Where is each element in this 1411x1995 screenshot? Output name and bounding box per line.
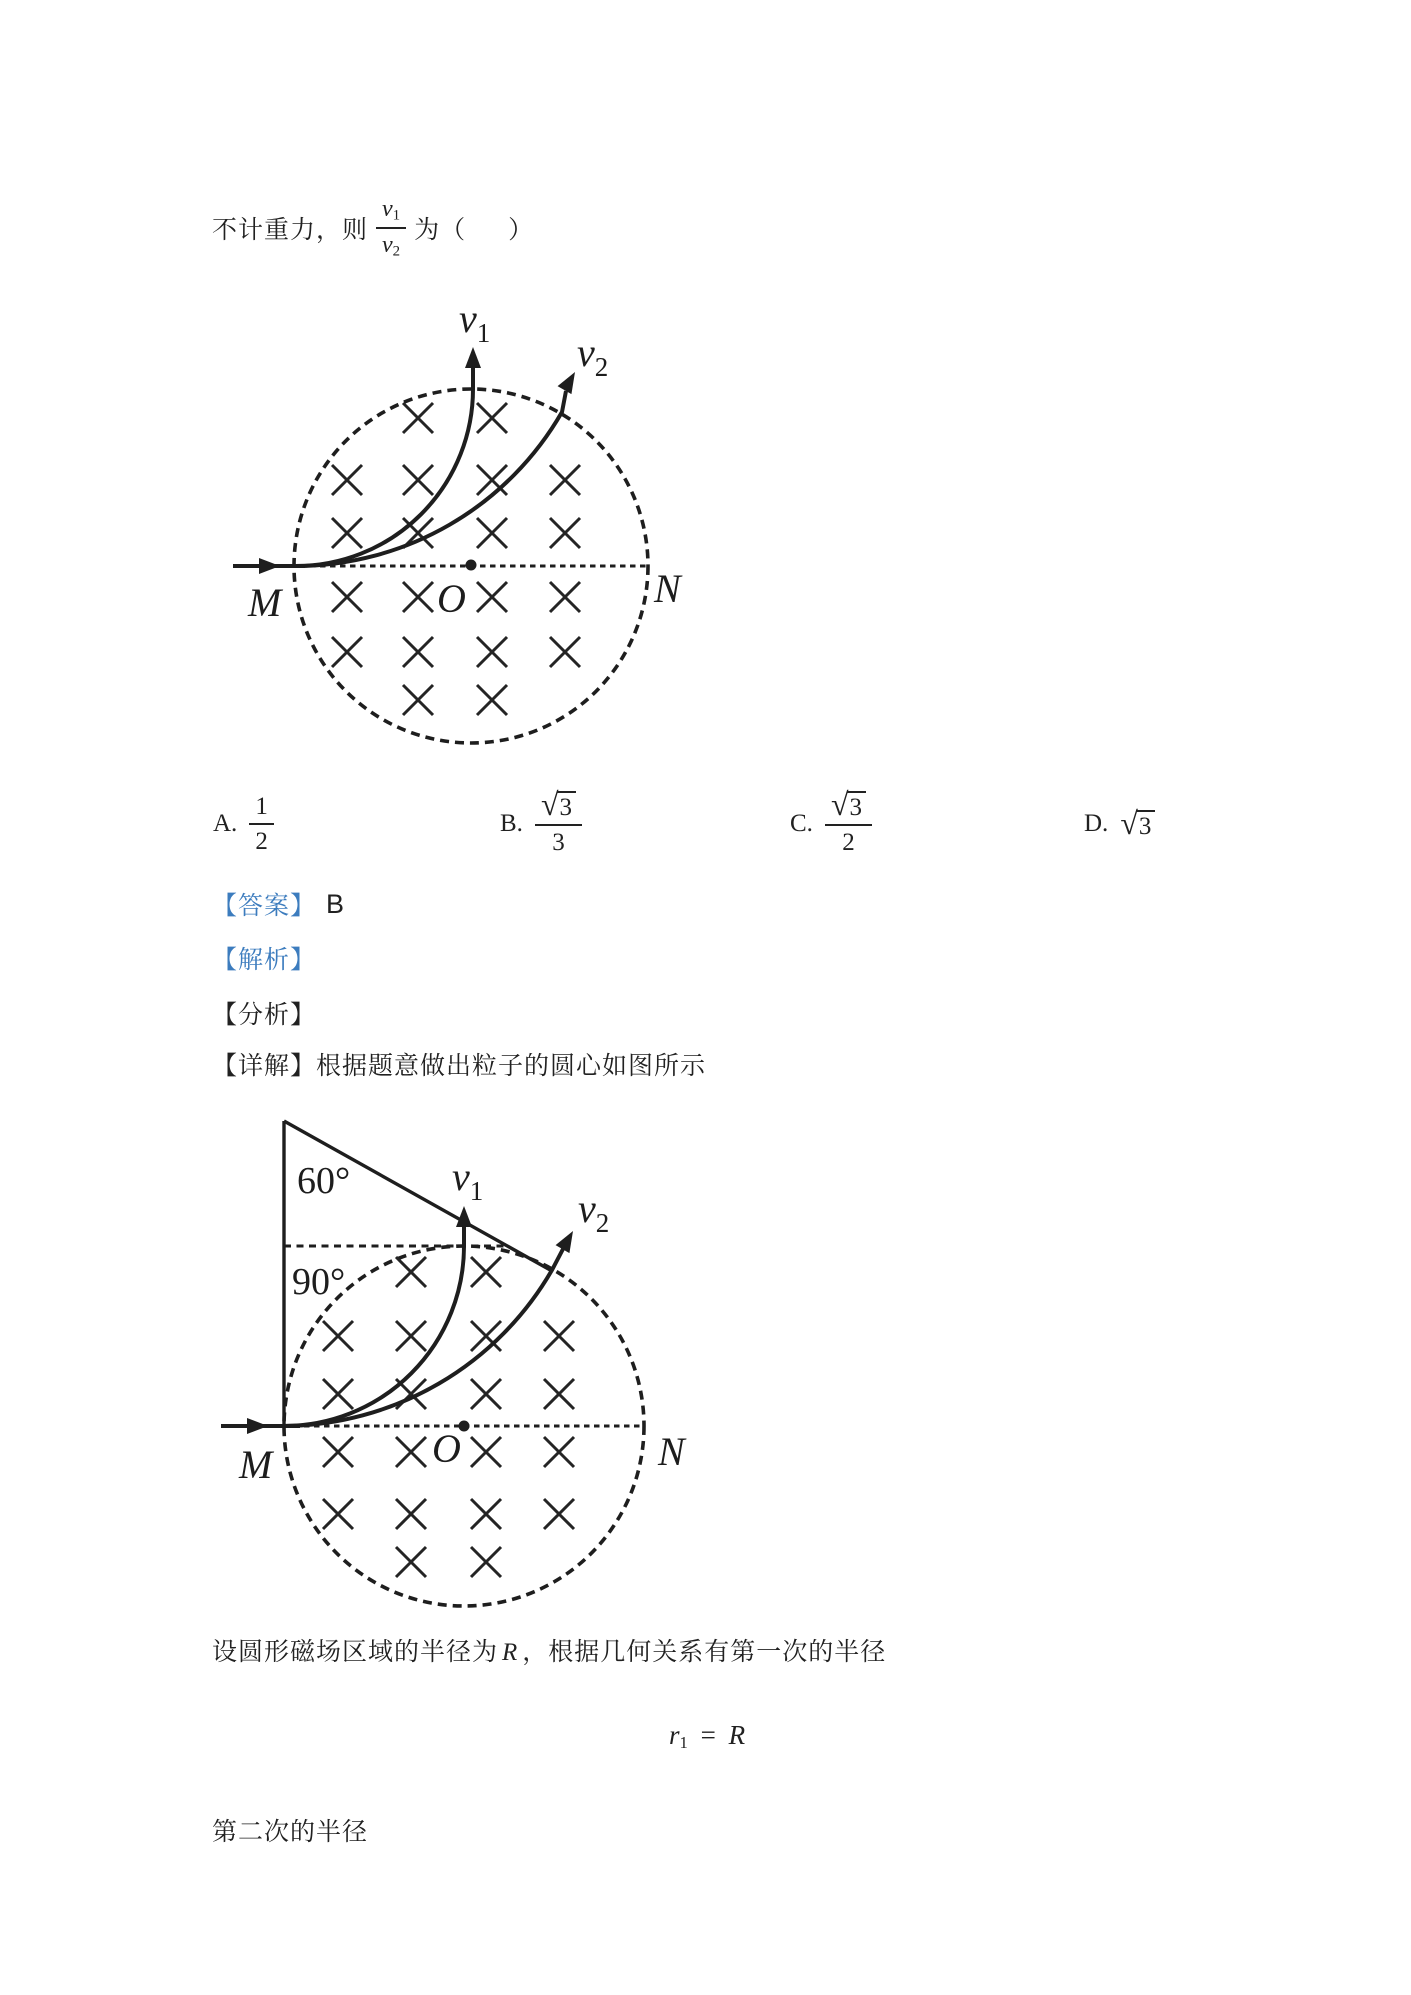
formula-r1-equals-R: $r_1 = R$ [668,1720,746,1753]
option-d-value: √ 3 [1120,810,1155,839]
angle-90-label: 90° [292,1261,346,1303]
ratio-v1-v2: $\frac{v_1}{v_2}$ [376,195,406,262]
v1-arrowhead-icon [456,1206,472,1227]
angle-60-label: 60° [297,1160,351,1202]
v2-label: $v_2$ [578,1186,610,1238]
trajectory-2 [296,391,566,566]
second-radius-line: 第二次的半径 [212,1819,369,1846]
center-o-label: O [437,576,466,621]
point-n-label: N [654,566,681,611]
option-a [213,786,274,862]
xiangjie-text: 根据题意做出粒子的圆心如图所示 [316,1053,707,1080]
paren-open: （ [440,217,467,244]
v1-label: $v_1$ [459,296,491,348]
radical-sign: √ [540,785,559,822]
option-b-label: B. [500,810,523,837]
answer-value: B [326,888,346,919]
option-c [790,786,872,862]
radical-sign: √ [1120,804,1138,841]
center-dot [466,560,477,571]
radius-text-after: ，根据几何关系有第一次的半径 [522,1639,887,1666]
point-m-label: M [248,580,282,625]
v1-arrowhead-icon [465,347,481,368]
R-symbol: R [728,1720,746,1750]
trajectory-1 [284,1225,464,1426]
paren-close: ） [508,217,535,244]
option-a-value: $\frac{1}{2}$ [249,792,274,857]
question-text-before: 不计重力，则 [212,217,369,244]
radius-text-before: 设圆形磁场区域的半径为 [212,1639,499,1666]
incoming-arrowhead-icon [259,558,280,574]
option-c-label: C. [790,810,813,837]
xiangjie-line [212,1046,706,1082]
v2-label: $v_2$ [577,330,609,382]
point-n-label: N [658,1429,685,1474]
option-c-value: √ 3 2 [825,791,872,858]
center-o-label: O [432,1426,461,1471]
xiangjie-tag: 【详解】 [212,1053,317,1080]
answer-tag: 【答案】 [212,893,317,920]
v2-arrowhead-icon [556,1227,580,1253]
magnetic-field-diagram-2 [210,1110,710,1625]
radius-setup-line [212,1632,886,1668]
r1-symbol: r [668,1720,680,1750]
question-text-after: 为 [414,217,441,244]
ratio-numerator: v [382,195,393,222]
point-m-label: M [239,1442,273,1487]
option-b-value: √ 3 3 [535,791,582,858]
ratio-denominator: v [382,232,393,258]
radius-symbol: R [502,1639,519,1666]
radical-sign: √ [830,785,849,822]
question-line [212,190,534,266]
option-b [500,786,582,862]
fenxi-tag: 【分析】 [212,1002,317,1029]
incoming-arrowhead-icon [247,1418,268,1434]
option-a-label: A. [213,810,238,837]
trajectory-1 [296,366,473,566]
magnetic-field-diagram-1 [215,295,715,770]
option-d-label: D. [1084,810,1109,837]
equals-sign: = [700,1720,716,1750]
jiexi-tag: 【解析】 [212,947,317,974]
option-d [1084,786,1155,862]
v1-label: $v_1$ [452,1154,484,1206]
answer-line [212,886,345,922]
